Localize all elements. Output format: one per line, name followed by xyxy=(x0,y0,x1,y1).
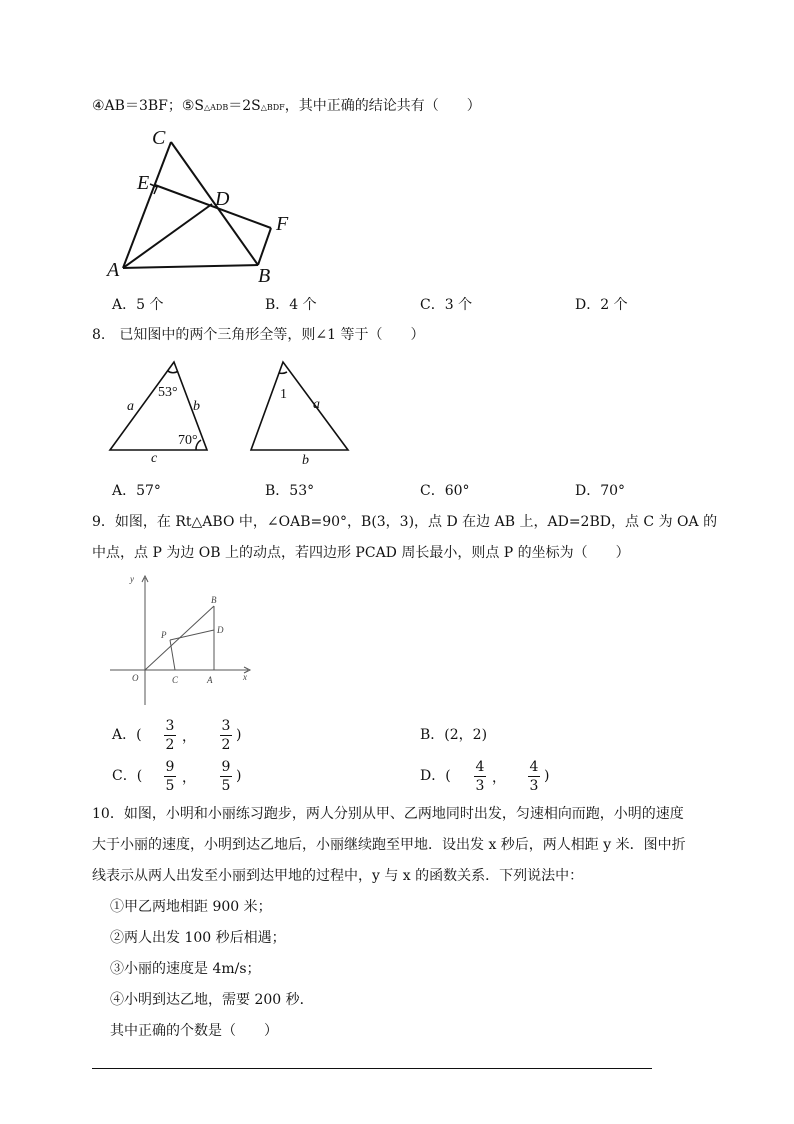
q9-a-n2: 3 xyxy=(221,718,231,734)
q7-sub-adb: △ADB xyxy=(204,103,229,112)
fraction-bar xyxy=(474,776,486,777)
q9-axis-y: y xyxy=(130,574,134,584)
q9-option-d-frac1 xyxy=(474,759,486,794)
q7-continuation xyxy=(92,97,481,117)
q7-option-d: D．2 个 xyxy=(575,297,628,313)
page-footer-rule xyxy=(92,1068,652,1069)
q8-side-b2: b xyxy=(302,453,309,468)
fraction-bar xyxy=(528,776,540,777)
q7-cont-a: ④AB＝3BF；⑤S xyxy=(92,98,204,114)
fraction-bar xyxy=(164,776,176,777)
q7-label-f: F xyxy=(276,213,289,235)
q9-option-a-frac2 xyxy=(220,718,232,753)
q8-angle-1: 1 xyxy=(280,387,287,402)
q9-option-d-close: ) xyxy=(544,768,550,784)
q10-item-1: ①甲乙两地相距 900 米； xyxy=(110,899,272,915)
q9-label-d: D xyxy=(217,625,224,635)
q9-option-d-frac2 xyxy=(528,759,540,794)
q9-option-a-comma: ， xyxy=(182,729,196,745)
q9-stem-line2: 中点，点 P 为边 OB 上的动点，若四边形 PCAD 周长最小，则点 P 的坐标为（ ） xyxy=(92,545,630,561)
q9-c-d1: 5 xyxy=(165,778,175,794)
q10-stem-line3: 线表示从两人出发至小丽到达甲地的过程中，y 与 x 的函数关系．下列说法中： xyxy=(92,868,584,884)
q9-label-a: A xyxy=(207,675,213,685)
q9-c-n1: 9 xyxy=(165,759,175,775)
q9-a-n1: 3 xyxy=(165,718,175,734)
q9-d-d1: 3 xyxy=(475,778,485,794)
q7-label-d: D xyxy=(215,188,230,210)
q8-angle-70: 70° xyxy=(178,433,198,448)
q9-label-b: B xyxy=(211,595,217,605)
q7-option-b: B．4 个 xyxy=(265,297,317,313)
q9-option-c-frac1 xyxy=(164,759,176,794)
q9-a-d2: 2 xyxy=(221,737,231,753)
q9-label-c: C xyxy=(172,675,179,685)
q8-angle-53: 53° xyxy=(158,385,178,400)
q8-side-b1: b xyxy=(193,399,200,414)
q9-option-a-prefix: A．( xyxy=(112,727,142,743)
q9-d-n1: 4 xyxy=(475,759,485,775)
q9-option-a-frac1 xyxy=(164,718,176,753)
q7-cont-b: ＝2S xyxy=(228,98,261,114)
q9-option-c-close: ) xyxy=(236,768,242,784)
q9-option-c-prefix: C．( xyxy=(112,768,143,784)
q7-option-a: A．5 个 xyxy=(112,297,164,313)
q9-axis-x: x xyxy=(243,672,247,682)
q9-stem-line1: 9．如图，在 Rt△ABO 中，∠OAB=90°，B(3，3)，点 D 在边 AB 上，AD=2BD，点 C 为 OA 的 xyxy=(92,514,718,530)
q8-option-b: B．53° xyxy=(265,483,315,499)
q7-label-e: E xyxy=(137,172,150,194)
q7-option-c: C．3 个 xyxy=(420,297,473,313)
q7-sub-bdf: △BDF xyxy=(260,103,285,112)
q9-d-d2: 3 xyxy=(529,778,539,794)
q8-option-d: D．70° xyxy=(575,483,626,499)
q9-option-c-frac2 xyxy=(220,759,232,794)
q9-c-n2: 9 xyxy=(221,759,231,775)
fraction-bar xyxy=(220,735,232,736)
q9-option-b: B．(2，2) xyxy=(420,727,488,743)
q9-label-o: O xyxy=(132,673,139,683)
q9-option-a-close: ) xyxy=(236,727,242,743)
q9-c-d2: 5 xyxy=(221,778,231,794)
q10-stem-line2: 大于小丽的速度，小明到达乙地后，小丽继续跑至甲地．设出发 x 秒后，两人相距 y 米．图中折 xyxy=(92,837,686,853)
q9-option-d-prefix: D．( xyxy=(420,768,451,784)
q10-item-3: ③小丽的速度是 4m/s； xyxy=(110,961,261,977)
q8-stem: 8. 已知图中的两个三角形全等，则∠1 等于（ ） xyxy=(92,327,425,343)
q7-label-a: A xyxy=(107,259,120,281)
q8-side-c1: c xyxy=(151,451,158,466)
q9-d-n2: 4 xyxy=(529,759,539,775)
q10-ask: 其中正确的个数是（ ） xyxy=(110,1023,278,1039)
q7-label-c: C xyxy=(152,127,166,149)
q8-option-c: C．60° xyxy=(420,483,470,499)
q10-item-4: ④小明到达乙地，需要 200 秒． xyxy=(110,992,314,1008)
q9-option-d-comma: ， xyxy=(492,770,506,786)
q8-option-a: A．57° xyxy=(112,483,161,499)
q10-item-2: ②两人出发 100 秒后相遇； xyxy=(110,930,286,946)
fraction-bar xyxy=(220,776,232,777)
fraction-bar xyxy=(164,735,176,736)
q7-label-b: B xyxy=(258,265,271,287)
q10-stem-line1: 10．如图，小明和小丽练习跑步，两人分别从甲、乙两地同时出发，匀速相向而跑，小明的速度 xyxy=(92,806,684,822)
q7-cont-c: ，其中正确的结论共有（ ） xyxy=(284,98,481,114)
q9-a-d1: 2 xyxy=(165,737,175,753)
q8-side-a2: a xyxy=(313,397,320,412)
q9-option-c-comma: ， xyxy=(182,770,196,786)
q9-label-p: P xyxy=(161,630,167,640)
q8-side-a1: a xyxy=(127,399,134,414)
